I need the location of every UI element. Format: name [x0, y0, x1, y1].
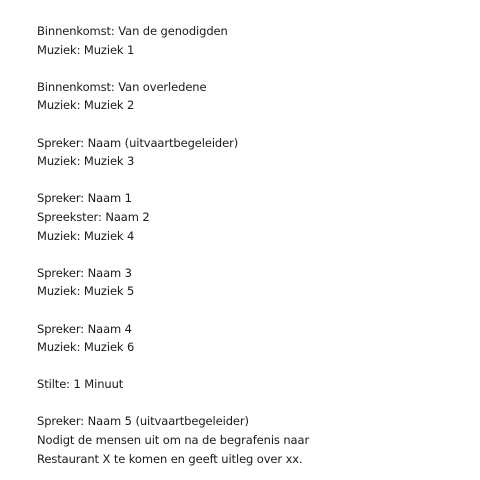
program-line: Restaurant X te komen en geeft uitleg over xx. — [37, 451, 303, 466]
spacer — [37, 245, 467, 264]
program-line: Binnenkomst: Van de genodigden — [37, 24, 228, 38]
program-line: Spreker: Naam 1 — [37, 191, 132, 206]
spacer — [37, 357, 467, 376]
program-line: Binnenkomst: Van overledene — [37, 79, 207, 94]
program-line: Muziek: Muziek 3 — [37, 154, 135, 169]
program-line: Spreker: Naam 3 — [37, 265, 132, 280]
funeral-program-document — [37, 22, 467, 468]
program-line: Muziek: Muziek 5 — [37, 284, 135, 299]
program-line: Spreker: Naam (uitvaartbegeleider) — [37, 135, 239, 150]
program-line: Muziek: Muziek 4 — [37, 228, 135, 243]
program-line: Stilte: 1 Minuut — [37, 377, 124, 392]
program-line: Muziek: Muziek 6 — [37, 340, 135, 355]
program-line: Muziek: Muziek 1 — [37, 42, 135, 57]
spacer — [37, 301, 467, 320]
program-line: Nodigt de mensen uit om na de begrafenis naar — [37, 433, 310, 448]
spacer — [37, 171, 467, 190]
program-line: Muziek: Muziek 2 — [37, 98, 135, 113]
spacer — [37, 59, 467, 78]
spacer — [37, 394, 467, 413]
spacer — [37, 115, 467, 134]
program-line: Spreker: Naam 4 — [37, 321, 132, 336]
program-line: Spreker: Naam 5 (uitvaartbegeleider) — [37, 414, 249, 429]
program-line: Spreekster: Naam 2 — [37, 209, 150, 224]
